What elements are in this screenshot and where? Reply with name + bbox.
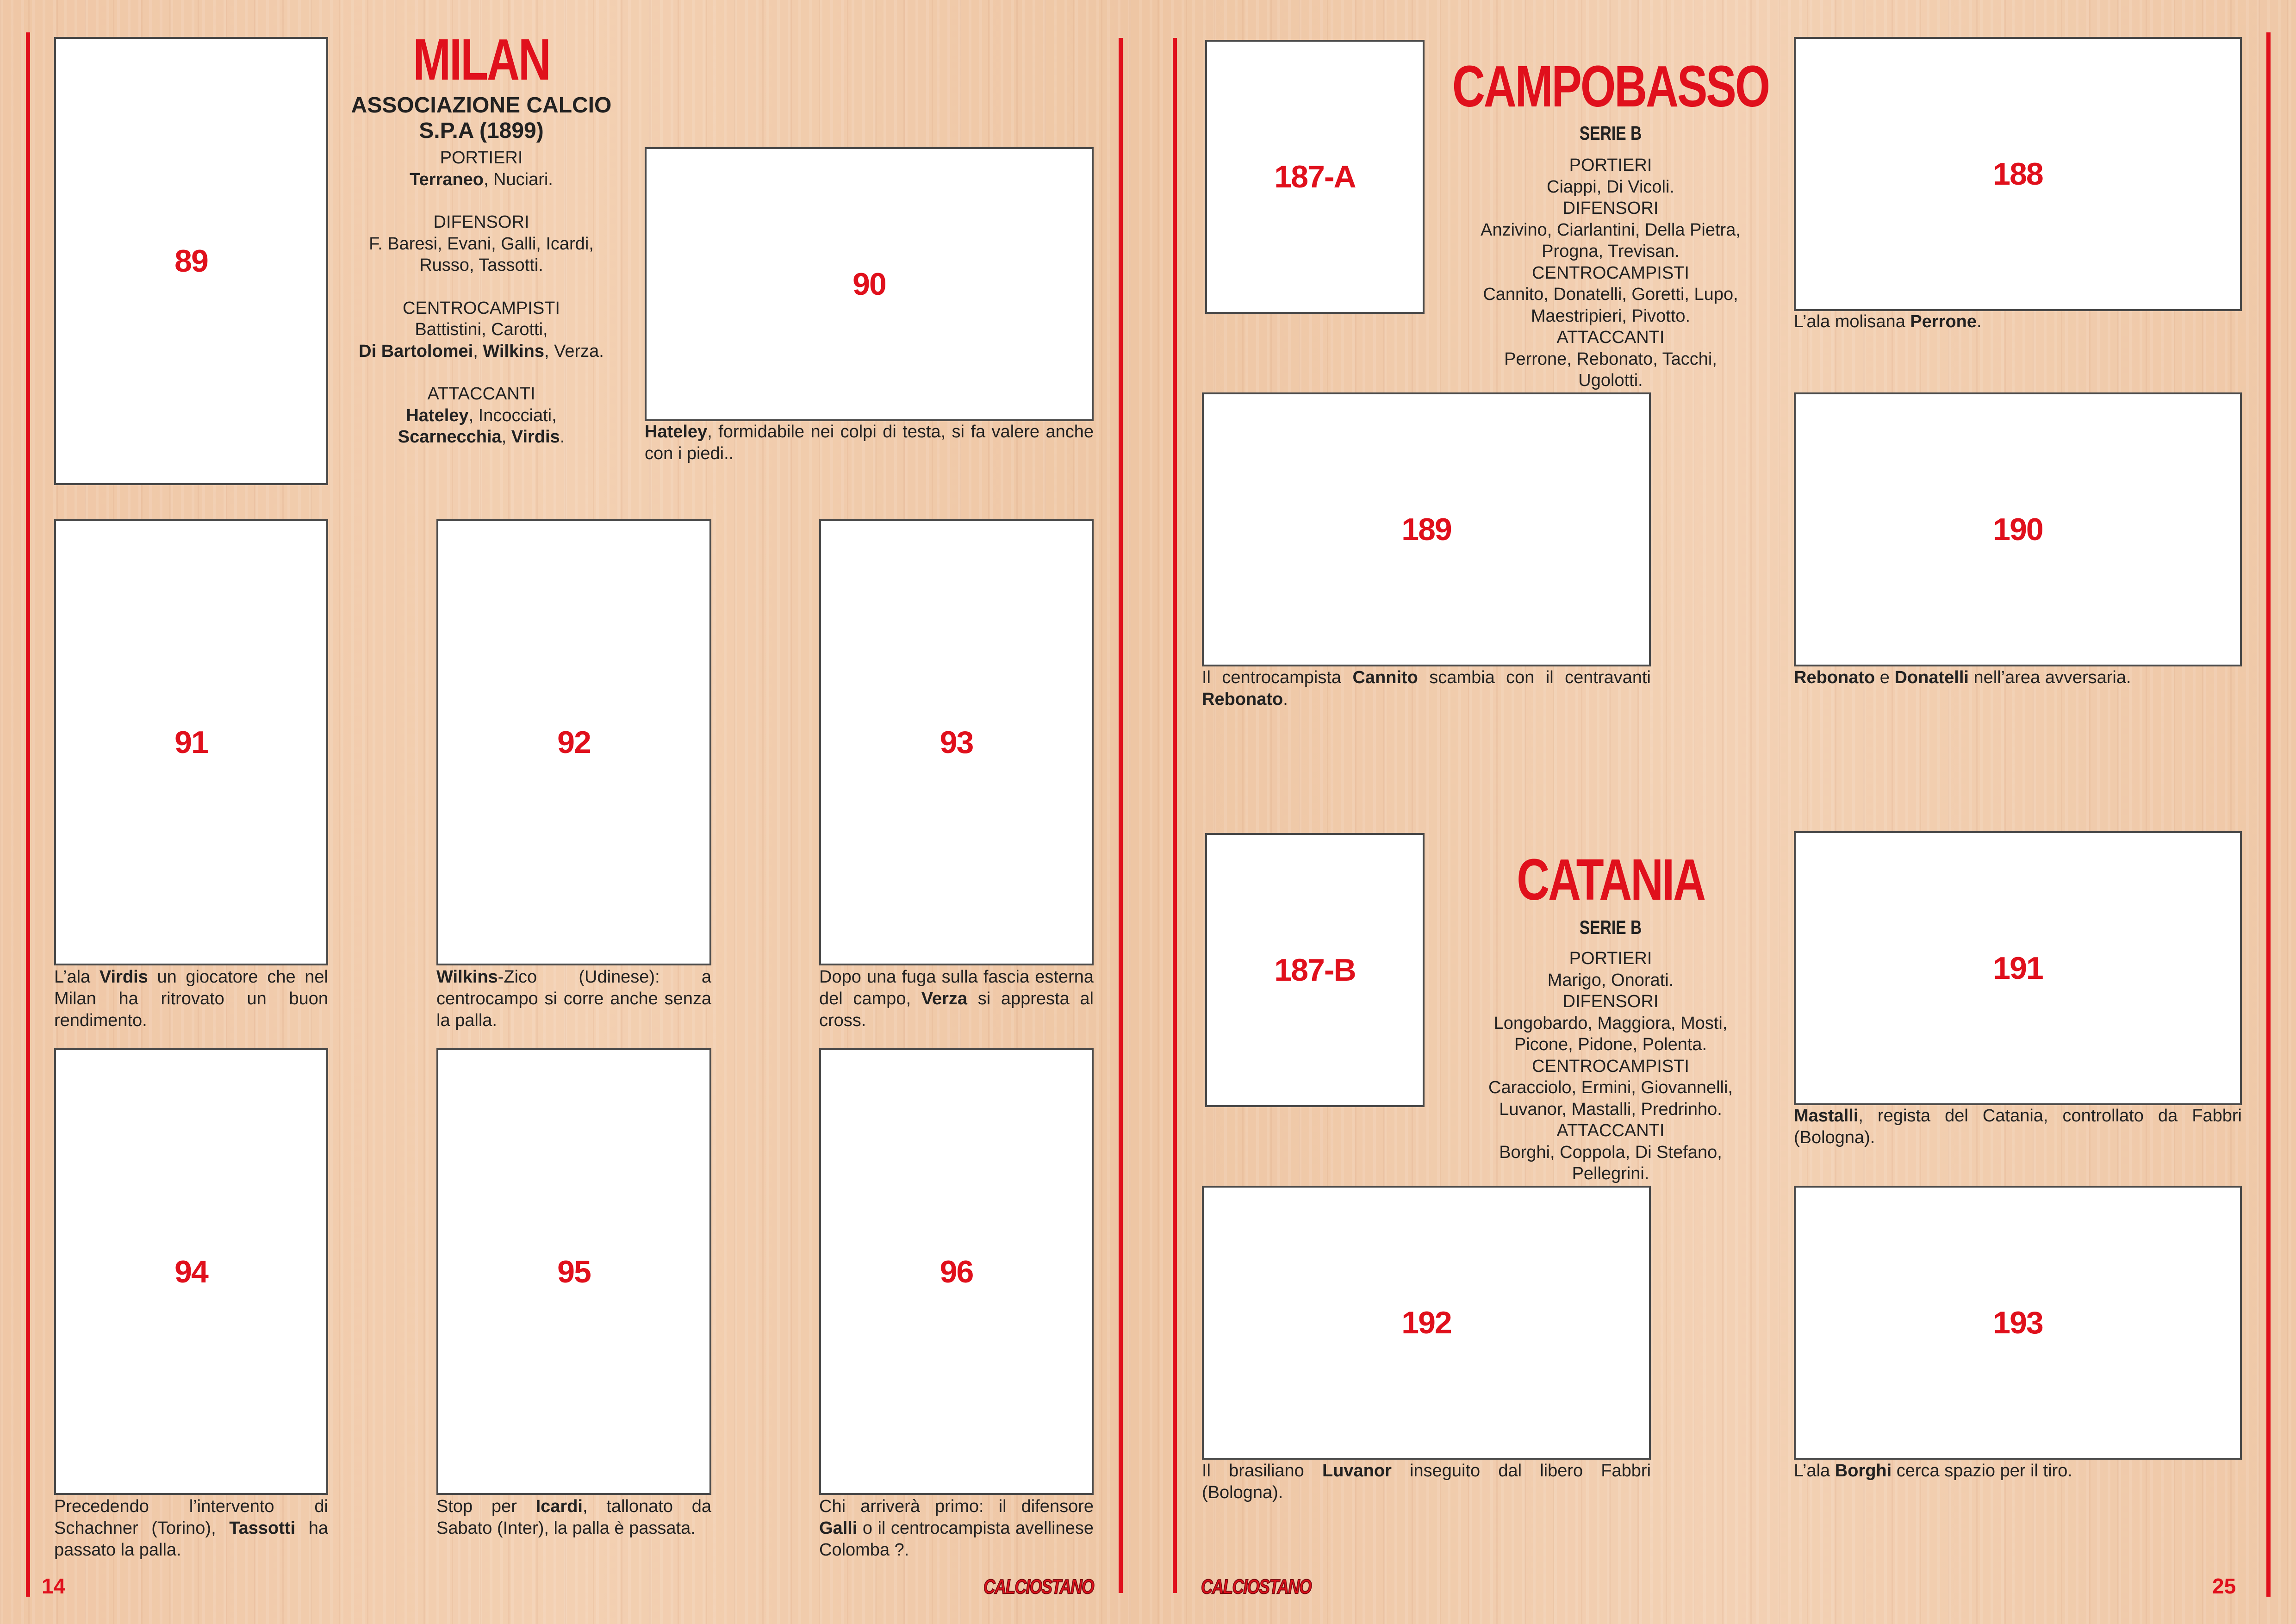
roster-role: DIFENSORI xyxy=(1562,199,1659,218)
brand-logo: CALCIOSTANO xyxy=(1201,1575,1311,1598)
serie-label-catania: SERIE B xyxy=(1579,916,1642,938)
caption-text: Stop per xyxy=(436,1497,536,1516)
caption-text: . xyxy=(1977,312,1982,331)
roster-spacer xyxy=(324,276,639,298)
roster-text: Borghi, Coppola, Di Stefano, xyxy=(1499,1142,1722,1162)
roster-names xyxy=(1449,241,1773,262)
player-name: Tassotti xyxy=(229,1518,296,1538)
caption-188 xyxy=(1794,311,2242,333)
roster-text: Anzivino, Ciarlantini, Della Pietra, xyxy=(1481,220,1741,240)
player-name: Di Bartolomei xyxy=(359,341,473,361)
roster-campobasso xyxy=(1449,155,1773,392)
sticker-slot-193 xyxy=(1794,1186,2242,1460)
roster-role: DIFENSORI xyxy=(1562,992,1659,1011)
player-name: Borghi xyxy=(1835,1461,1892,1481)
player-name: Virdis xyxy=(99,967,148,987)
player-name: Virdis xyxy=(511,427,560,447)
player-name: Icardi xyxy=(535,1497,583,1516)
roster-role: ATTACCANTI xyxy=(427,384,535,404)
roster-role: PORTIERI xyxy=(1569,156,1652,175)
team-title-catania: CATANIA xyxy=(1517,847,1705,912)
roster-spacer xyxy=(324,190,639,212)
caption-193 xyxy=(1794,1460,2242,1482)
caption-text: , regista del Catania, controllato da Fabbri (Bologna). xyxy=(1794,1106,2242,1147)
caption-text: Precedendo l’intervento di Schachner (Torino), xyxy=(54,1497,328,1538)
sticker-slot-192 xyxy=(1202,1186,1651,1460)
left-page-inner-line xyxy=(1119,38,1123,1593)
player-name: Scarnecchia xyxy=(398,427,502,447)
roster-text: Progna, Trevisan. xyxy=(1542,242,1680,261)
caption-94 xyxy=(54,1496,328,1561)
caption-text: , tallonato da Sabato (Inter), la palla è passata. xyxy=(436,1497,711,1538)
roster-names xyxy=(324,169,639,191)
caption-text: e xyxy=(1875,668,1895,687)
roster-names xyxy=(324,426,639,448)
caption-190 xyxy=(1794,667,2242,689)
caption-text: scambia con il centravanti xyxy=(1418,668,1651,687)
sticker-number: 92 xyxy=(557,725,591,760)
sticker-number: 94 xyxy=(174,1254,208,1289)
player-name: Donatelli xyxy=(1894,668,1969,687)
caption-text: nell’area avversaria. xyxy=(1968,668,2131,687)
sticker-slot-91 xyxy=(54,519,328,965)
sticker-slot-95 xyxy=(436,1048,711,1495)
roster-names xyxy=(1449,284,1773,305)
roster-text: Picone, Pidone, Polenta. xyxy=(1514,1035,1707,1054)
caption-92 xyxy=(436,966,711,1032)
caption-189 xyxy=(1202,667,1651,710)
roster-role: CENTROCAMPISTI xyxy=(1532,1056,1689,1076)
roster-role: ATTACCANTI xyxy=(1556,1121,1665,1140)
right-page-inner-line xyxy=(1173,38,1177,1593)
player-name: Rebonato xyxy=(1202,690,1283,709)
caption-text: o il centrocampista avellinese Colomba ?. xyxy=(819,1518,1094,1560)
caption-text: L’ala xyxy=(54,967,100,987)
roster-catania xyxy=(1449,948,1773,1185)
caption-text: Il brasiliano xyxy=(1202,1461,1322,1481)
caption-text: . xyxy=(1283,690,1288,709)
roster-names xyxy=(1449,348,1773,370)
roster-names xyxy=(324,255,639,276)
player-name: Wilkins xyxy=(436,967,498,987)
caption-text: ha passato la palla. xyxy=(54,1518,328,1560)
team-title-campobasso: CAMPOBASSO xyxy=(1452,54,1769,119)
roster-names xyxy=(1449,219,1773,241)
sticker-slot-189 xyxy=(1202,392,1651,666)
player-name: Rebonato xyxy=(1794,668,1875,687)
player-name: Verza xyxy=(921,989,968,1008)
left-margin-line xyxy=(26,32,30,1597)
sticker-number: 93 xyxy=(940,725,973,760)
sticker-slot-187-b xyxy=(1205,833,1425,1107)
roster-text: , xyxy=(473,341,483,361)
roster-role: PORTIERI xyxy=(440,148,523,168)
sticker-number: 189 xyxy=(1401,512,1451,547)
caption-text: inseguito dal libero Fabbri (Bologna). xyxy=(1202,1461,1651,1502)
roster-names xyxy=(1449,176,1773,198)
player-name: Cannito xyxy=(1352,668,1418,687)
roster-text: Pellegrini. xyxy=(1572,1164,1649,1183)
roster-text: , Verza. xyxy=(544,341,604,361)
roster-names xyxy=(1449,1034,1773,1056)
roster-names xyxy=(324,233,639,255)
roster-names xyxy=(324,319,639,341)
roster-names xyxy=(1449,1163,1773,1185)
roster-role: PORTIERI xyxy=(1569,949,1652,968)
roster-role: CENTROCAMPISTI xyxy=(1532,263,1689,283)
roster-text: , Incocciati, xyxy=(468,405,557,425)
roster-names xyxy=(1449,1099,1773,1120)
sticker-slot-96 xyxy=(819,1048,1094,1495)
roster-text: , Nuciari. xyxy=(483,169,553,189)
player-name: Mastalli xyxy=(1794,1106,1859,1126)
sticker-number: 187-A xyxy=(1274,159,1356,194)
roster-text: Maestripieri, Pivotto. xyxy=(1531,306,1691,326)
sticker-slot-188 xyxy=(1794,37,2242,311)
player-name: Wilkins xyxy=(483,341,544,361)
roster-text: Cannito, Donatelli, Goretti, Lupo, xyxy=(1483,285,1738,304)
caption-191 xyxy=(1794,1105,2242,1149)
roster-names xyxy=(324,341,639,362)
sticker-number: 192 xyxy=(1401,1305,1451,1340)
sticker-number: 91 xyxy=(174,725,208,760)
player-name: Hateley xyxy=(406,405,469,425)
caption-91 xyxy=(54,966,328,1032)
player-name: Terraneo xyxy=(410,169,484,189)
roster-names xyxy=(1449,370,1773,392)
player-name: Galli xyxy=(819,1518,858,1538)
page-number-left: 14 xyxy=(42,1574,66,1598)
roster-names xyxy=(1449,1077,1773,1099)
caption-text: Chi arriverà primo: il difensore xyxy=(819,1497,1094,1516)
team-title-milan: MILAN xyxy=(413,27,550,92)
roster-role: ATTACCANTI xyxy=(1556,328,1665,347)
roster-names xyxy=(1449,305,1773,327)
roster-text: Russo, Tassotti. xyxy=(419,255,543,275)
roster-role: CENTROCAMPISTI xyxy=(403,298,560,318)
sticker-slot-187-a xyxy=(1205,40,1425,314)
roster-names xyxy=(324,405,639,427)
caption-96 xyxy=(819,1496,1094,1561)
sticker-slot-90 xyxy=(645,147,1094,421)
caption-90 xyxy=(645,421,1094,465)
caption-text: -Zico (Udinese): a centrocampo si corre anche senza la palla. xyxy=(436,967,711,1030)
roster-text: Marigo, Onorati. xyxy=(1547,970,1674,990)
right-margin-line xyxy=(2266,32,2271,1597)
player-name: Hateley xyxy=(645,422,708,442)
caption-192 xyxy=(1202,1460,1651,1504)
club-name-line2: S.P.A (1899) xyxy=(419,118,544,143)
right-page xyxy=(1148,0,2296,1624)
caption-text: si appresta al cross. xyxy=(819,989,1094,1030)
sticker-slot-94 xyxy=(54,1048,328,1495)
sticker-number: 96 xyxy=(940,1254,973,1289)
roster-text: Ugolotti. xyxy=(1578,371,1643,390)
sticker-number: 188 xyxy=(1993,156,2043,192)
caption-text: Dopo una fuga sulla fascia esterna del campo, xyxy=(819,967,1094,1008)
club-name-line1: ASSOCIAZIONE CALCIO xyxy=(351,93,612,118)
roster-text: . xyxy=(560,427,565,447)
sticker-number: 95 xyxy=(557,1254,591,1289)
brand-logo: CALCIOSTANO xyxy=(983,1575,1094,1598)
sticker-number: 193 xyxy=(1993,1305,2043,1340)
sticker-number: 190 xyxy=(1993,512,2043,547)
caption-text: L’ala molisana xyxy=(1794,312,1910,331)
serie-label-campobasso: SERIE B xyxy=(1579,122,1642,144)
roster-text: Longobardo, Maggiora, Mosti, xyxy=(1493,1013,1728,1033)
player-name: Perrone xyxy=(1910,312,1977,331)
page-number-right: 25 xyxy=(2212,1574,2236,1598)
caption-text: , formidabile nei colpi di testa, si fa valere anche con i piedi.. xyxy=(645,422,1094,463)
roster-names xyxy=(1449,1013,1773,1034)
roster-milan xyxy=(324,147,639,448)
roster-text: F. Baresi, Evani, Galli, Icardi, xyxy=(369,234,594,254)
sticker-slot-190 xyxy=(1794,392,2242,666)
caption-text: cerca spazio per il tiro. xyxy=(1892,1461,2072,1481)
sticker-slot-93 xyxy=(819,519,1094,965)
roster-text: Luvanor, Mastalli, Predrinho. xyxy=(1499,1099,1722,1119)
roster-names xyxy=(1449,1142,1773,1164)
sticker-slot-92 xyxy=(436,519,711,965)
roster-text: Caracciolo, Ermini, Giovannelli, xyxy=(1488,1078,1733,1097)
caption-93 xyxy=(819,966,1094,1032)
sticker-slot-191 xyxy=(1794,831,2242,1105)
roster-spacer xyxy=(324,362,639,383)
sticker-number: 191 xyxy=(1993,951,2043,986)
roster-text: , xyxy=(501,427,511,447)
sticker-slot-89 xyxy=(54,37,328,485)
sticker-number: 89 xyxy=(174,243,208,279)
caption-text: L’ala xyxy=(1794,1461,1835,1481)
roster-role: DIFENSORI xyxy=(433,212,529,232)
roster-text: Perrone, Rebonato, Tacchi, xyxy=(1504,349,1717,369)
caption-95 xyxy=(436,1496,711,1539)
roster-text: Ciappi, Di Vicoli. xyxy=(1547,177,1674,197)
roster-names xyxy=(1449,970,1773,991)
caption-text: un giocatore che nel Milan ha ritrovato un buon rendimento. xyxy=(54,967,328,1030)
player-name: Luvanor xyxy=(1322,1461,1392,1481)
caption-text: Il centrocampista xyxy=(1202,668,1353,687)
sticker-number: 90 xyxy=(852,267,886,302)
sticker-number: 187-B xyxy=(1274,952,1356,988)
roster-text: Battistini, Carotti, xyxy=(415,320,548,339)
